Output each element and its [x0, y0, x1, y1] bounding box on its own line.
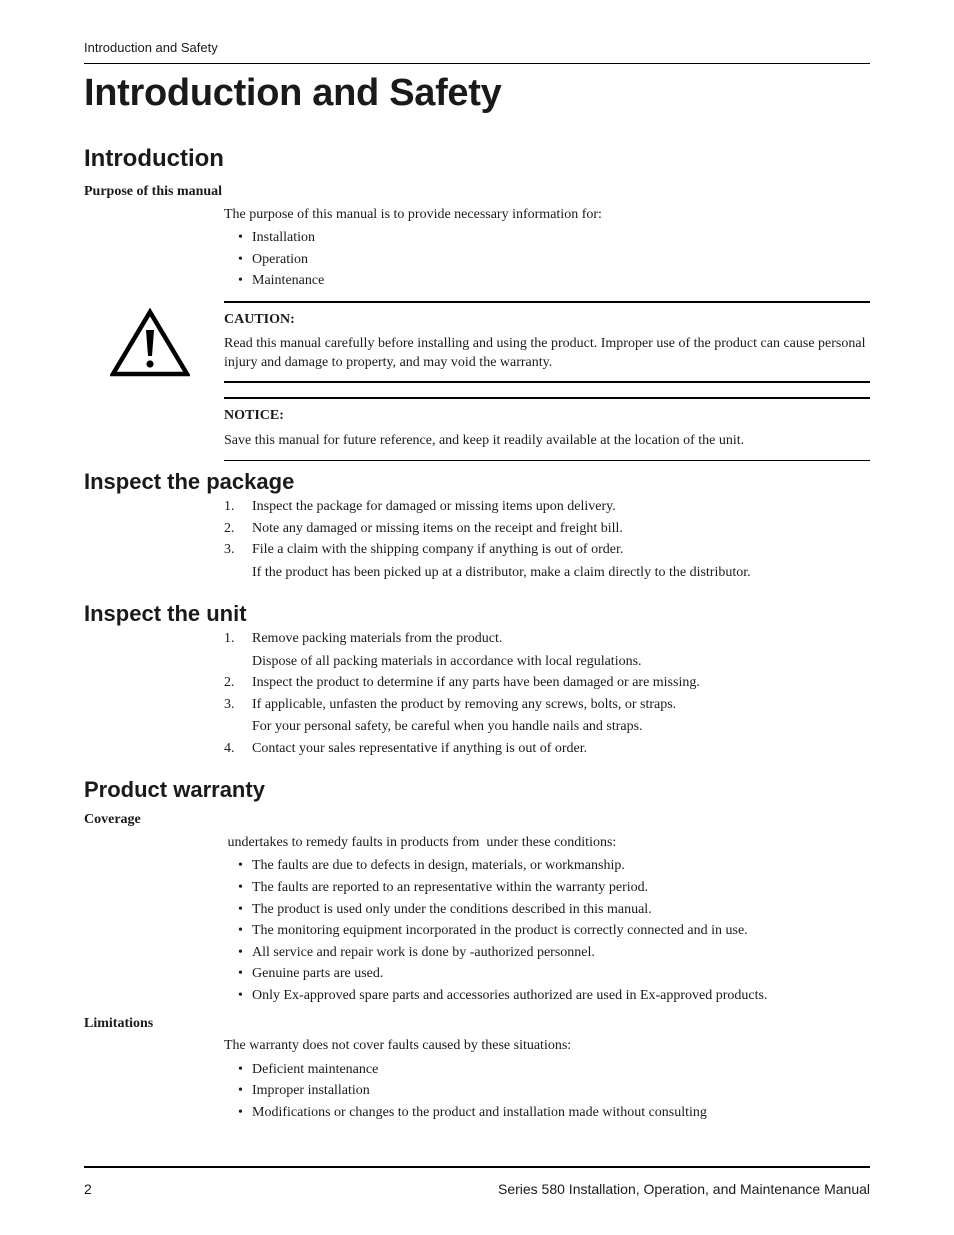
- header-rule: [84, 63, 870, 64]
- label-coverage: Coverage: [84, 812, 141, 827]
- list-item: • The product is used only under the conditions described in this manual.: [238, 902, 652, 917]
- section-heading-inspect-package: Inspect the package: [84, 469, 295, 494]
- list-item: • The faults are reported to an representative within the warranty period.: [238, 880, 649, 895]
- section-heading-product-warranty: Product warranty: [84, 777, 265, 802]
- section-heading-inspect-unit: Inspect the unit: [84, 601, 247, 626]
- list-item: 3. If applicable, unfasten the product by removing any screws, bolts, or straps.: [224, 697, 677, 712]
- list-item: • Genuine parts are used.: [238, 966, 384, 981]
- notice-title: NOTICE:: [224, 408, 284, 423]
- list-item: • Installation: [238, 230, 315, 245]
- list-item: • Deficient maintenance: [238, 1062, 379, 1077]
- list-item: • The monitoring equipment incorporated in the product is correctly connected and in use.: [238, 923, 748, 938]
- list-item: 2. Inspect the product to determine if any parts have been damaged or are missing.: [224, 675, 700, 690]
- footer-rule: [84, 1166, 870, 1168]
- list-item: 1. Remove packing materials from the product.: [224, 631, 503, 646]
- list-item: • Modifications or changes to the product and installation made without consulting: [238, 1105, 707, 1120]
- notice-top-rule: [224, 397, 870, 399]
- list-item: • Operation: [238, 252, 308, 267]
- list-item: 4. Contact your sales representative if anything is out of order.: [224, 741, 588, 756]
- running-header: Introduction and Safety: [84, 40, 218, 55]
- caution-text: Read this manual carefully before installing and using the product. Improper use of the product can cause personal injury and damage to property, and may void the warranty.: [224, 336, 866, 370]
- label-limitations: Limitations: [84, 1016, 154, 1031]
- limitations-text: The warranty does not cover faults caused by these situations:: [224, 1038, 572, 1053]
- section-heading-introduction: Introduction: [84, 145, 224, 172]
- list-item: • Improper installation: [238, 1083, 370, 1098]
- list-item: • All service and repair work is done by -authorized personnel.: [238, 945, 595, 960]
- list-item: • Maintenance: [238, 273, 325, 288]
- footer-title: Series 580 Installation, Operation, and Maintenance Manual: [497, 1181, 870, 1197]
- step-note: If the product has been picked up at a distributor, make a claim directly to the distributor.: [252, 565, 751, 580]
- step-note: For your personal safety, be careful when you handle nails and straps.: [252, 719, 643, 734]
- page-title: Introduction and Safety: [84, 72, 502, 114]
- warning-triangle-icon: [110, 308, 190, 378]
- label-purpose: Purpose of this manual: [84, 184, 223, 199]
- list-item: • Only Ex-approved spare parts and accessories authorized are used in Ex-approved products.: [238, 988, 768, 1003]
- list-item: 2. Note any damaged or missing items on the receipt and freight bill.: [224, 521, 623, 536]
- notice-text: Save this manual for future reference, and keep it readily available at the location of the unit.: [224, 433, 745, 448]
- caution-bottom-rule: [224, 381, 870, 383]
- list-item: 1. Inspect the package for damaged or missing items upon delivery.: [224, 499, 616, 514]
- caution-title: CAUTION:: [224, 312, 295, 327]
- list-item: • The faults are due to defects in design, materials, or workmanship.: [238, 858, 625, 873]
- list-item: 3. File a claim with the shipping company if anything is out of order.: [224, 542, 624, 557]
- caution-top-rule: [224, 301, 870, 303]
- page-number: 2: [84, 1181, 92, 1197]
- purpose-text: The purpose of this manual is to provide necessary information for:: [224, 207, 602, 222]
- step-note: Dispose of all packing materials in accordance with local regulations.: [252, 654, 642, 669]
- coverage-text: undertakes to remedy faults in products from under these conditions:: [224, 835, 617, 850]
- notice-bottom-rule: [224, 460, 870, 461]
